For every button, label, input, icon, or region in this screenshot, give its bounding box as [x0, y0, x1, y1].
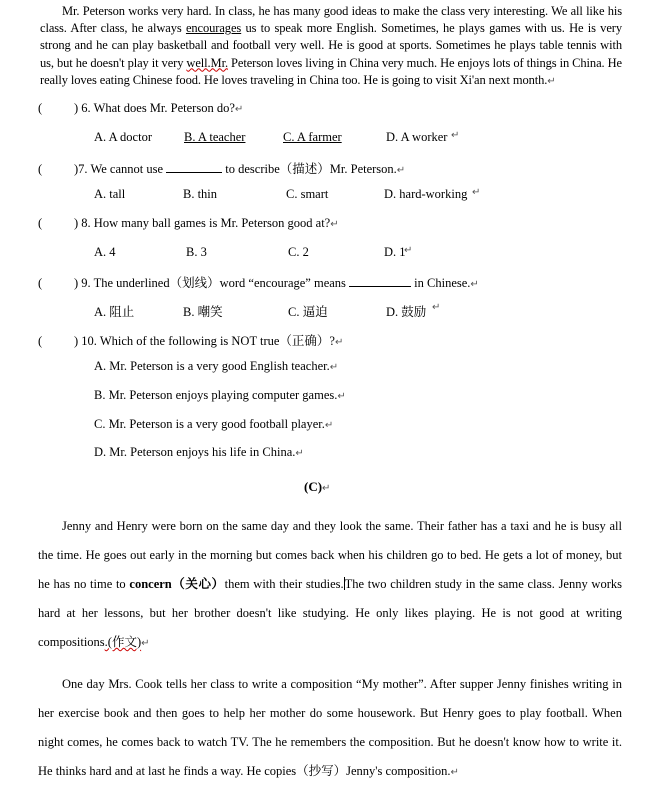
answer-paren-close: ): [74, 101, 79, 115]
paragraph-mark-icon: ↵: [450, 767, 459, 778]
passage-text: One day Mrs. Cook tells her class to write a composition “My mother”. After supper Jenny finishes writing in her exercise book and then goes to help her mother do some housework. But Henry goes to play football. When night comes, he comes back to watch TV. The he remembers the composition. But he doesn't know how to write it. He thinks hard and at last he finds a way. He copies（抄写）Jenny's composition.: [38, 677, 622, 778]
answer-paren-close: ): [74, 276, 79, 290]
passage-c-paragraph-1: [38, 512, 622, 658]
fill-blank: [349, 275, 411, 287]
answer-paren-close: ): [74, 162, 79, 176]
question-7: [38, 159, 405, 177]
answer-paren-open: (: [38, 101, 43, 115]
question-number: 7.: [78, 162, 88, 176]
fill-blank: [166, 161, 222, 173]
option-c: C. smart: [286, 187, 329, 201]
paragraph-mark-icon: ↵: [547, 75, 556, 87]
passage-c-paragraph-2: [38, 670, 622, 787]
option-c: C. 逼迫: [288, 305, 328, 319]
option-c: C. A farmer: [283, 130, 342, 144]
paragraph-mark-icon: ↵: [322, 483, 331, 494]
option-b: B. thin: [183, 187, 218, 201]
option-a: A. A doctor: [94, 130, 152, 144]
statement-d: [94, 445, 304, 460]
heading-text: (C): [304, 479, 323, 494]
question-text-pre: We cannot use: [90, 162, 164, 176]
paragraph-mark-icon: ↵: [234, 104, 244, 115]
question-number: 8.: [81, 216, 91, 230]
option-d: D. A worker: [386, 130, 448, 144]
paragraph-mark-icon: ↵: [329, 362, 339, 373]
paragraph-mark-icon: ↵: [451, 130, 460, 141]
statement-text: D. Mr. Peterson enjoys his life in China.: [94, 445, 296, 459]
answer-paren-open: (: [38, 162, 43, 176]
paragraph-mark-icon: ↵: [432, 302, 441, 313]
statement-text: A. Mr. Peterson is a very good English teacher.: [94, 359, 330, 373]
paragraph-mark-icon: ↵: [295, 448, 304, 459]
answer-paren-open: (: [38, 216, 43, 230]
passage-b-paragraph: [40, 3, 622, 90]
option-d: D. hard-working: [384, 187, 468, 201]
spellcheck-word: .(作文): [104, 635, 142, 649]
statement-text: C. Mr. Peterson is a very good football player.: [94, 417, 325, 431]
answer-paren-open: (: [38, 334, 43, 348]
passage-b-text-2: us to speak more English. Sometimes, he plays games with us. He is very strong and he can play basketball and football very well. He is good at sports. Sometimes he plays table tennis with us, but he doesn't play it very: [40, 21, 622, 70]
paragraph-mark-icon: ↵: [141, 638, 150, 649]
question-number: 6.: [81, 101, 91, 115]
question-text: Which of the following is NOT true（正确）?: [99, 334, 335, 348]
statement-text: B. Mr. Peterson enjoys playing computer games.: [94, 388, 338, 402]
option-d: D. 1: [384, 245, 406, 259]
passage-b-text-3: Peterson loves living in China very much. He enjoys lots of things in China. He really loves eating Chinese food. He loves traveling in China too. He is going to visit Xi'an next month.: [40, 55, 622, 87]
passage-text: them with their studies.: [224, 577, 344, 591]
passage-text: The two children study in the same class. Jenny works hard at her lessons, but her brother doesn't like studying. He only likes playing. He is not good at writing compositions: [38, 577, 622, 649]
option-a: A. tall: [94, 187, 126, 201]
option-a: A. 4: [94, 245, 116, 259]
question-text-post: in Chinese.: [414, 276, 471, 290]
paragraph-mark-icon: ↵: [337, 391, 346, 402]
question-text-pre: The underlined（划线）word “encourage” means: [93, 276, 346, 290]
option-d: D. 鼓励: [386, 305, 427, 319]
statement-c: [94, 417, 333, 432]
option-b: B. 3: [186, 245, 207, 259]
paragraph-mark-icon: ↵: [472, 187, 481, 198]
passage-b-text-1: Mr. Peterson works very hard. In class, he has many good ideas to make the class very interesting. We all like his class. After class, he always: [40, 4, 622, 36]
paragraph-mark-icon: ↵: [324, 420, 334, 431]
question-10: [38, 331, 343, 349]
question-6: [38, 101, 243, 116]
option-c: C. 2: [288, 245, 309, 259]
option-b: B. A teacher: [184, 130, 246, 144]
question-number: 9.: [81, 276, 91, 290]
question-text: What does Mr. Peterson do?: [93, 101, 235, 115]
spellcheck-word: well.Mr.: [186, 55, 228, 70]
question-number: 10.: [81, 334, 97, 348]
paragraph-mark-icon: ↵: [396, 165, 406, 176]
underlined-word-encourages: encourages: [185, 21, 242, 36]
statement-a: [94, 359, 338, 374]
answer-paren-close: ): [74, 334, 79, 348]
answer-paren-close: ): [74, 216, 79, 230]
answer-paren-open: (: [38, 276, 43, 290]
statement-b: [94, 388, 346, 403]
bold-keyword: concern（关心）: [129, 577, 225, 591]
option-b: B. 嘲笑: [183, 305, 223, 319]
option-a: A. 阻止: [94, 305, 135, 319]
paragraph-mark-icon: ↵: [330, 219, 339, 230]
paragraph-mark-icon: ↵: [470, 279, 479, 290]
passage-text: Jenny and Henry were born on the same day and they look the same. Their father has a taxi and he is busy all the time. He goes out early in the morning but comes back when his children go to bed. He gets a lot of money, but he has no time to: [38, 519, 622, 591]
question-text: How many ball games is Mr. Peterson good at?: [93, 216, 331, 230]
paragraph-mark-icon: ↵: [334, 337, 344, 348]
section-heading: [304, 479, 330, 495]
question-8: [38, 216, 339, 231]
paragraph-mark-icon: ↵: [404, 245, 413, 256]
question-9: [38, 273, 479, 291]
question-text-post: to describe（描述）Mr. Peterson.: [225, 162, 397, 176]
